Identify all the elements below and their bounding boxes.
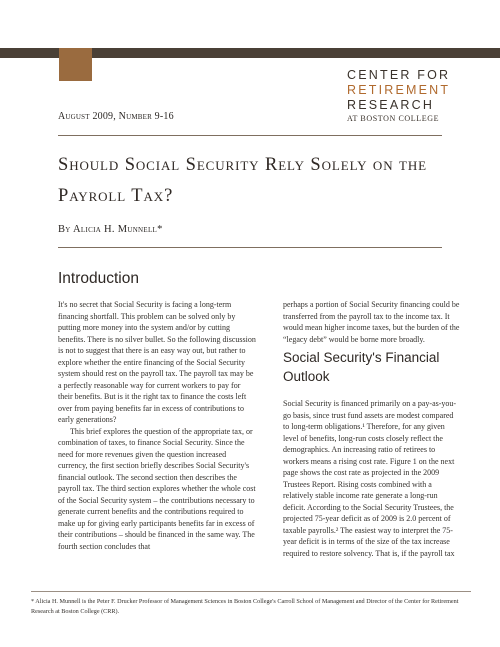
outlook-heading: Social Security's Financial Outlook <box>283 350 440 384</box>
intro-heading: Introduction <box>58 270 139 287</box>
author-byline: By Alicia H. Munnell* <box>58 224 163 235</box>
logo-line-1: CENTER FOR <box>347 68 451 82</box>
intro-paragraph-1: It's no secret that Social Security is facing a long-term financing shortfall. This problem can be solved only by putting more money into the system and/or by cutting benefits. There is no silver bullet. So the following discussion is not to suggest that there is an easy way out, but rather to explore whether the entire financing of the Social Security system should rest on the payroll tax. The payroll tax may be a perfectly reasonable way for current workers to pay for their benefits. But is it the right tax to finance the costs left over from paying benefits far in excess of contributions to early generations? <box>58 300 256 424</box>
footnote-rule <box>31 591 471 592</box>
continuation-paragraph: perhaps a portion of Social Security financing could be transferred from the payroll tax to the income tax. It would mean higher income taxes, but the burden of the “legacy debt” would be borne more broadly. <box>283 300 460 344</box>
issue-line: August 2009, Number 9-16 <box>58 111 174 122</box>
right-column-continuation <box>283 299 461 345</box>
logo-line-3: RESEARCH <box>347 98 435 112</box>
left-column <box>58 299 257 552</box>
outlook-column <box>283 398 461 559</box>
brand-square <box>59 48 92 81</box>
logo-line-2: RETIREMENT <box>347 83 451 97</box>
brief-title: Should Social Security Rely Solely on the Payroll Tax? <box>58 155 427 206</box>
rule-top <box>58 135 442 136</box>
intro-paragraph-2: This brief explores the question of the appropriate tax, or combination of taxes, to finance Social Security. Since the need for more revenues given the question increased currency, the first section briefly describes Social Security's financial outlook. The second section then describes the payroll tax. The third section explores whether the whole cost of the Social Security system – the contributions necessary to generate current benefits and the contributions required to make up for giving early participants benefits far in excess of their contributions – should be financed in the same way. The fourth section concludes that <box>58 426 256 551</box>
logo-line-4: AT BOSTON COLLEGE <box>347 114 440 123</box>
author-footnote: * Alicia H. Munnell is the Peter F. Drucker Professor of Management Sciences in Boston College's Carroll School of Management and Director of the Center for Retirement Research at Boston College (CRR). <box>31 598 459 615</box>
crr-logo <box>347 68 450 125</box>
outlook-paragraph: Social Security is financed primarily on a pay-as-you-go basis, since trust fund assets are modest compared to long-term obligations.¹ Therefore, for any given level of benefits, long-run costs closely reflect the demographics. An increasing ratio of retirees to workers means a rising cost rate. Figure 1 on the next page shows the cost rate as projected in the 2009 Trustees Report. Rising costs combined with a relatively stable income rate generate a long-run deficit. According to the Social Security Trustees, the projected 75-year deficit as of 2009 is 2.0 percent of taxable payrolls.² The easiest way to interpret the 75-year deficit is in terms of the size of the tax increase required to restore solvency. That is, if the payroll tax <box>283 399 457 558</box>
rule-author <box>58 247 442 248</box>
